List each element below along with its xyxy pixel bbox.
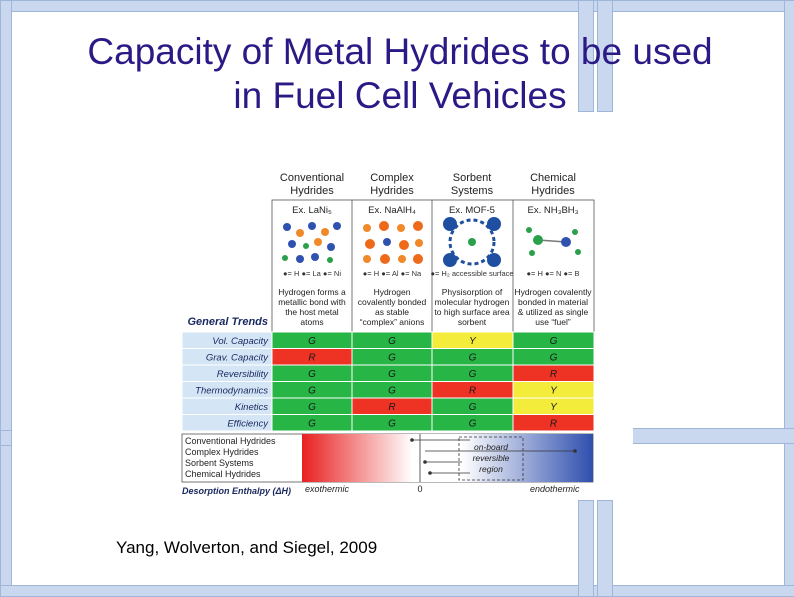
col-1-example: Ex. LaNi₅ bbox=[292, 205, 332, 216]
rating-cell-text: G bbox=[468, 352, 477, 364]
rating-cell-text: Y bbox=[550, 385, 557, 397]
enthalpy-row-2: Complex Hydrides bbox=[185, 447, 259, 457]
rating-cell-text: G bbox=[388, 418, 396, 430]
enthalpy-row-4: Chemical Hydrides bbox=[185, 469, 261, 479]
trend-row-label: Thermodynamics bbox=[195, 385, 268, 397]
col-4-desc-4: use “fuel” bbox=[535, 317, 571, 327]
col-3-desc-4: sorbent bbox=[457, 317, 487, 327]
trend-row-label: Reversibility bbox=[216, 369, 268, 380]
col-1-desc-2: metallic bond with bbox=[278, 297, 346, 307]
col-3-desc-3: to high surface area bbox=[434, 307, 510, 317]
trend-row-label: Kinetics bbox=[234, 402, 268, 413]
rating-cell-text: G bbox=[468, 369, 477, 380]
col-1-title-line1: Conventional bbox=[279, 172, 345, 184]
col-4-title-line2: Hydrides bbox=[531, 185, 575, 197]
region-label-2: reversible bbox=[472, 453, 510, 463]
col-1-desc-4: atoms bbox=[300, 317, 324, 327]
trend-row-label: Efficiency bbox=[227, 418, 268, 430]
rating-cell-text: G bbox=[388, 336, 396, 347]
rating-cell-text: Y bbox=[469, 336, 476, 347]
range-conventional-start bbox=[410, 438, 414, 442]
col-3-title-line2: Systems bbox=[450, 185, 494, 197]
enthalpy-row-3: Sorbent Systems bbox=[185, 458, 254, 468]
trend-row-label: Vol. Capacity bbox=[212, 336, 268, 347]
enthalpy-gradient-bar bbox=[302, 434, 593, 482]
rating-cell-text: G bbox=[468, 418, 477, 430]
col-2-title-line2: Hydrides bbox=[370, 185, 414, 197]
col-4-title-line1: Chemical bbox=[530, 172, 576, 184]
col-4-example: Ex. NH₃BH₃ bbox=[527, 205, 579, 216]
col-2-desc-4: “complex” anions bbox=[359, 317, 425, 327]
rating-cell-text: G bbox=[308, 336, 316, 347]
col-2-desc-3: as stable bbox=[374, 307, 410, 317]
rating-cell-text: R bbox=[549, 418, 558, 430]
col-1-title-line2: Hydrides bbox=[290, 185, 334, 197]
col-2-desc-2: covalently bonded bbox=[357, 297, 427, 307]
slide-title-line-1: Capacity of Metal Hydrides to be used bbox=[87, 31, 713, 72]
rating-cell-text: Y bbox=[550, 402, 557, 413]
col-4-desc-2: bonded in material bbox=[518, 297, 588, 307]
rating-cell-text: R bbox=[549, 369, 558, 380]
rating-cell-text: R bbox=[308, 352, 316, 364]
column-legends bbox=[283, 269, 579, 278]
rating-cell-text: G bbox=[468, 402, 477, 413]
zero-label: 0 bbox=[417, 484, 423, 494]
rating-cell-text: R bbox=[468, 385, 477, 397]
col-3-desc-1: Physisorption of bbox=[441, 287, 503, 297]
col-1-legend: ●= H ●= La ●= Ni bbox=[283, 269, 341, 278]
col-4-legend: ●= H ●= N ●= B bbox=[526, 269, 580, 278]
trends-table bbox=[182, 332, 594, 431]
col-2-desc-1: Hydrogen bbox=[373, 287, 411, 297]
col-2-legend: ●= H ●= Al ●= Na bbox=[362, 269, 422, 278]
col-3-legend: ●= H₂ accessible surface bbox=[430, 269, 514, 278]
col-1-desc-1: Hydrogen forms a bbox=[278, 287, 346, 297]
range-complex-end bbox=[573, 449, 577, 453]
col-3-title-line1: Sorbent bbox=[452, 172, 492, 184]
region-label-1: on-board bbox=[473, 442, 509, 452]
rating-cell-text: G bbox=[308, 385, 316, 397]
rating-cell-text: G bbox=[388, 369, 396, 380]
rating-cell-text: G bbox=[308, 418, 316, 430]
rating-cell-text: G bbox=[549, 336, 558, 347]
col-2-title-line1: Complex bbox=[370, 172, 414, 184]
rating-cell-text: R bbox=[388, 402, 396, 413]
rating-cell-text: G bbox=[549, 352, 558, 364]
enthalpy-axis-label: Desorption Enthalpy (ΔH) bbox=[182, 486, 292, 496]
rating-cell-text: G bbox=[388, 385, 396, 397]
col-3-desc-2: molecular hydrogen bbox=[434, 297, 510, 307]
col-1-desc-3: the host metal bbox=[285, 307, 339, 317]
endothermic-label: endothermic bbox=[530, 484, 580, 494]
rating-cell-text: G bbox=[308, 369, 316, 380]
region-label-3: region bbox=[479, 464, 503, 474]
col-4-desc-3: & utilized as single bbox=[517, 307, 589, 317]
citation: Yang, Wolverton, and Siegel, 2009 bbox=[116, 538, 378, 557]
rating-cell-text: G bbox=[308, 402, 316, 413]
range-sorbent-start bbox=[423, 460, 427, 464]
trend-row-label: Grav. Capacity bbox=[205, 352, 268, 364]
rating-cell-text: G bbox=[388, 352, 396, 364]
slide-title-line-2: in Fuel Cell Vehicles bbox=[233, 75, 567, 116]
range-chemical-start bbox=[428, 471, 432, 475]
col-3-example: Ex. MOF-5 bbox=[449, 205, 495, 216]
col-2-example: Ex. NaAlH₄ bbox=[368, 205, 416, 216]
enthalpy-row-1: Conventional Hydrides bbox=[185, 436, 276, 446]
col-4-desc-1: Hydrogen covalently bbox=[514, 287, 592, 297]
exothermic-label: exothermic bbox=[305, 484, 350, 494]
general-trends-label: General Trends bbox=[187, 316, 268, 328]
